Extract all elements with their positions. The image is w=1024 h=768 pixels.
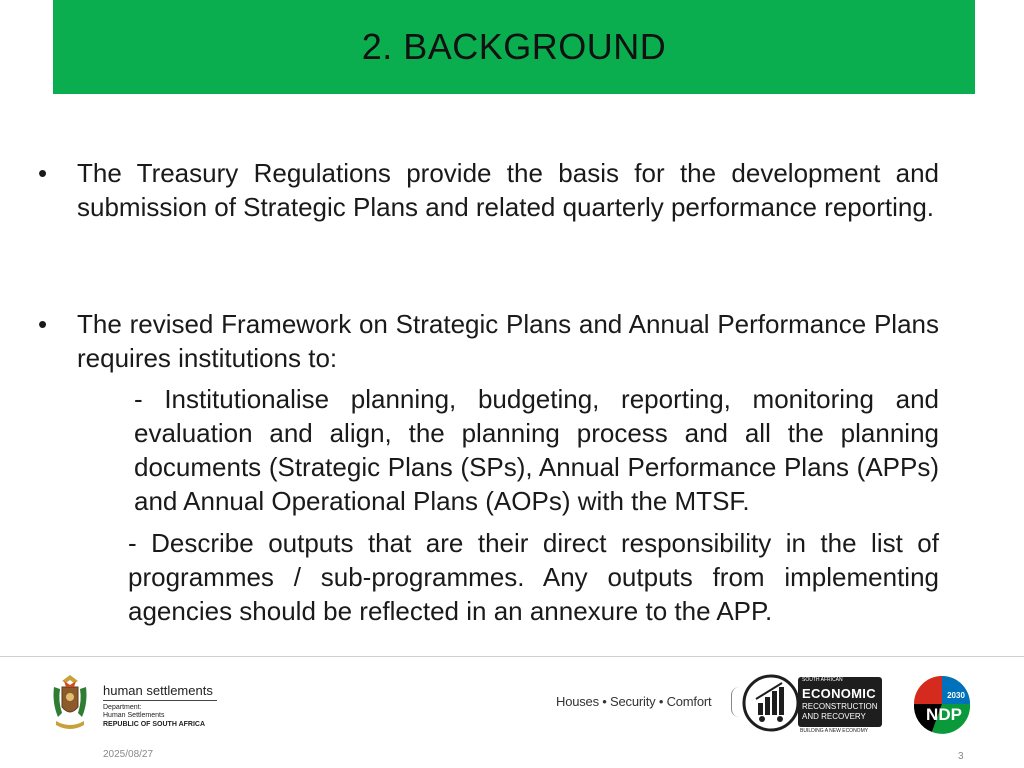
bullet-marker-2: •: [38, 309, 48, 339]
ndp-text: NDP: [926, 705, 962, 724]
page-number: 3: [958, 751, 964, 762]
bullet-text-2: The revised Framework on Strategic Plans and Annual Performance Plans requires institutions to:: [77, 309, 939, 373]
economic-recovery-logo: [742, 673, 884, 733]
recovery-big-label: ECONOMIC: [802, 686, 876, 701]
sub-item-2: - Describe outputs that are their direct responsibility in the list of programmes / sub-programmes. Any outputs from implementing agencies should be reflected in an annexure to the APP.: [128, 528, 939, 626]
ndp-logo-icon: [912, 674, 972, 734]
sub-item-1: - Institutionalise planning, budgeting, reporting, monitoring and evaluation and align, the planning process and all the planning documents (Strategic Plans (SPs), Annual Performance Plans (APPs) and Annual Operational Plans (AOPs) with the MTSF.: [134, 384, 939, 516]
recovery-line-1: RECONSTRUCTION: [802, 702, 878, 711]
dept-line: REPUBLIC OF SOUTH AFRICA: [103, 721, 206, 728]
coat-of-arms-icon: [48, 673, 92, 735]
slogan: Houses • Security • Comfort: [556, 694, 712, 709]
recovery-emblem-icon: [742, 673, 800, 733]
dept-line: Human Settlements: [103, 712, 165, 719]
slide-title: 2. BACKGROUND: [361, 26, 667, 67]
recovery-tagline: BUILDING A NEW ECONOMY: [800, 728, 869, 734]
dept-line: Department:: [103, 704, 142, 711]
footer: [0, 657, 1024, 768]
recovery-line-2: AND RECOVERY: [802, 712, 866, 721]
dept-name: human settlements: [103, 683, 217, 701]
slide-date: 2025/08/27: [103, 749, 154, 760]
recovery-small-label: SOUTH AFRICAN: [802, 677, 843, 683]
title-bar: [53, 0, 975, 94]
bullet-text-1: The Treasury Regulations provide the basis for the development and submission of Strategic Plans and related quarterly performance reporting.: [77, 158, 939, 222]
bracket-decoration: [731, 687, 740, 717]
ndp-year: 2030: [947, 691, 965, 700]
bullet-marker-1: •: [38, 158, 48, 188]
